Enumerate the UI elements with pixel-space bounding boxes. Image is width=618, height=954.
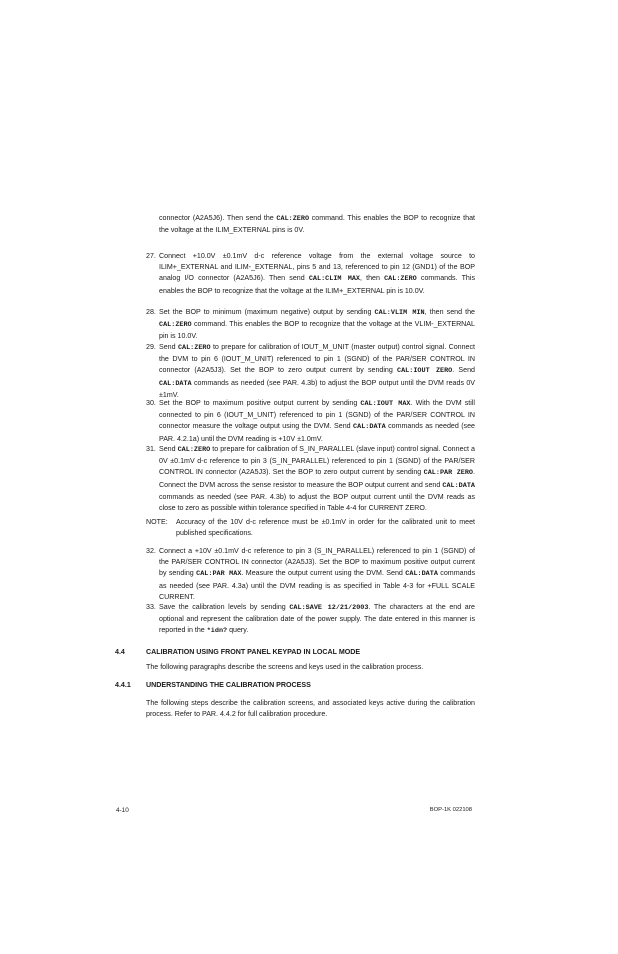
note [146, 517, 475, 539]
command-text: CAL:DATA [353, 423, 386, 432]
command-text: CAL:ZERO [177, 446, 211, 454]
section-heading: CALIBRATION USING FRONT PANEL KEYPAD IN LOCAL MODE [146, 648, 361, 656]
step-27 [146, 251, 475, 297]
step-33 [146, 602, 475, 638]
text-run: . Connect the DVM across the sense resistor to measure the BOP output current and send [159, 468, 476, 489]
text-run: commands as needed (see PAR. 4.3a) until the DVM reading is as specified in Table 4-3 for +FULL SCALE CURRENT. [159, 569, 476, 601]
note-text: Accuracy of the 10V d-c reference must be ±0.1mV in order for the calibrated unit to meet published specifications. [176, 518, 475, 538]
step-body [146, 342, 475, 401]
command-text: CAL:ZERO [384, 275, 417, 284]
step-31 [146, 444, 475, 514]
note-label: NOTE: [146, 518, 168, 526]
text-run: Send [159, 445, 178, 453]
command-text: CAL:PAR ZERO [423, 469, 474, 478]
step-body [146, 602, 475, 638]
text-run: Connect a +10V ±0.1mV d-c reference to pin 3 (S_IN_PARALLEL) referenced to pin 1 (SGND) of the PAR/SER CONTROL IN connector (A2A5J3). Set the BOP to maximum positive output current by sending [159, 547, 475, 578]
step-body [146, 398, 475, 445]
command-text: CAL:CLIM MAX [308, 275, 360, 284]
step-28 [146, 307, 475, 343]
step-number: 27. [146, 252, 156, 260]
text-run: . Send [452, 366, 475, 375]
text-run: command. This enables the BOP to recognize that the voltage at the ILIM_EXTERNAL pins is 0V. [159, 214, 475, 235]
text-run: Connect +10.0V ±0.1mV d-c reference voltage from the external voltage source to ILIM+_EXTERNAL and ILIM-_EXTERNAL, pins 5 and 13, referenced to pin 12 (GND1) of the BOP analog I/O connector (A2A5J6). Then send [159, 252, 475, 283]
text-run: connector (A2A5J6). Then send the [159, 214, 277, 222]
command-text: CAL:SAVE 12/21/2003 [289, 604, 369, 612]
section-number: 4.4 [115, 648, 125, 656]
text-run: commands as needed (see PAR. 4.2.1a) until the DVM reading is +10V ±1.0mV. [159, 422, 475, 443]
step-body [146, 307, 475, 343]
step-number: 30. [146, 399, 156, 407]
step-number: 33. [146, 603, 156, 611]
text-run: Set the BOP to maximum positive output current by sending [159, 399, 361, 407]
command-text: CAL:DATA [159, 379, 192, 388]
document-id: BOP-1K 022108 [429, 807, 472, 813]
page-number: 4-10 [116, 807, 129, 814]
command-text: CAL:IOUT MAX [360, 400, 411, 408]
text-run: to prepare for calibration of IOUT_M_UNIT (master output) control signal. Connect the DVM to pin 6 (IOUT_M_UNIT) referenced to pin 1 (SGND) of the PAR/SER CONTROL IN connector (A2A5J3). Set the BOP to zero output current by sending [159, 343, 475, 375]
subsection-paragraph: The following steps describe the calibration screens, and associated keys active during the calibration process. Refer to PAR. 4.4.2 for full calibration procedure. [146, 699, 475, 719]
text-run: , then [359, 274, 385, 283]
text-run: commands as needed (see PAR. 4.3b) to adjust the BOP output current until the DVM reads as close to zero as possible within tolerance specified in Table 4-4 for CURRENT ZERO. [159, 492, 475, 513]
step-number: 32. [146, 547, 156, 555]
text-run: commands. This enables the BOP to recognize that the voltage at the ILIM+_EXTERNAL pin is 10.0V. [159, 274, 475, 295]
command-text: CAL:DATA [405, 570, 438, 579]
continuation-paragraph [146, 213, 475, 236]
step-body [146, 251, 475, 297]
text-run: , then send the [424, 308, 476, 316]
text-run: query. [227, 626, 249, 635]
subsection-number: 4.4.1 [115, 681, 131, 689]
text-run: Send [159, 343, 178, 351]
text-run: . Measure the output current using the DVM. Send [241, 569, 406, 578]
text-run: . With the DVM still connected to pin 6 (IOUT_M_UNIT) referenced to pin 1 (SGND) of the PAR/SER CONTROL IN connector measure the voltage output using the DVM. Send [159, 399, 475, 431]
text-run: Set the BOP to minimum (maximum negative) output by sending [159, 308, 375, 316]
section-paragraph: The following paragraphs describe the screens and keys used in the calibration process. [146, 663, 424, 671]
command-text: CAL:IOUT ZERO [397, 367, 453, 376]
step-29 [146, 342, 475, 401]
command-text: CAL:ZERO [159, 321, 192, 330]
text-run: command. This enables the BOP to recognize that the voltage at the VLIM-_EXTERNAL pin is 10.0V. [159, 320, 475, 341]
step-body [146, 444, 475, 514]
step-number: 29. [146, 343, 156, 351]
text-run: Save the calibration levels by sending [159, 603, 290, 611]
command-text: CAL:DATA [442, 481, 475, 490]
step-30 [146, 398, 475, 445]
command-text: *idn? [206, 627, 228, 636]
command-text: CAL:ZERO [276, 215, 310, 223]
command-text: CAL:PAR MAX [196, 570, 242, 579]
step-body [146, 546, 475, 603]
text-run: commands as needed (see PAR. 4.3b) to adjust the BOP output until the DVM reads 0V ±1mV. [159, 378, 475, 399]
command-text: CAL:VLIM MIN [374, 309, 425, 317]
text-run: . The characters at the end are optional and represent the calibration date of the power supply. The date entered in this manner is reported in the [159, 603, 475, 635]
step-number: 31. [146, 445, 156, 453]
command-text: CAL:ZERO [177, 344, 211, 352]
step-32 [146, 546, 475, 603]
text-run: to prepare for calibration of S_IN_PARALLEL (slave input) control signal. Connect a 0V ±0.1mV d-c reference to pin 3 (S_IN_PARALLEL) referenced to pin 1 (SGND) of the PAR/SER CONTROL IN connector (A2A5J3). Set the BOP to zero output current by sending [159, 445, 475, 477]
step-number: 28. [146, 308, 156, 316]
subsection-heading: UNDERSTANDING THE CALIBRATION PROCESS [146, 681, 311, 689]
